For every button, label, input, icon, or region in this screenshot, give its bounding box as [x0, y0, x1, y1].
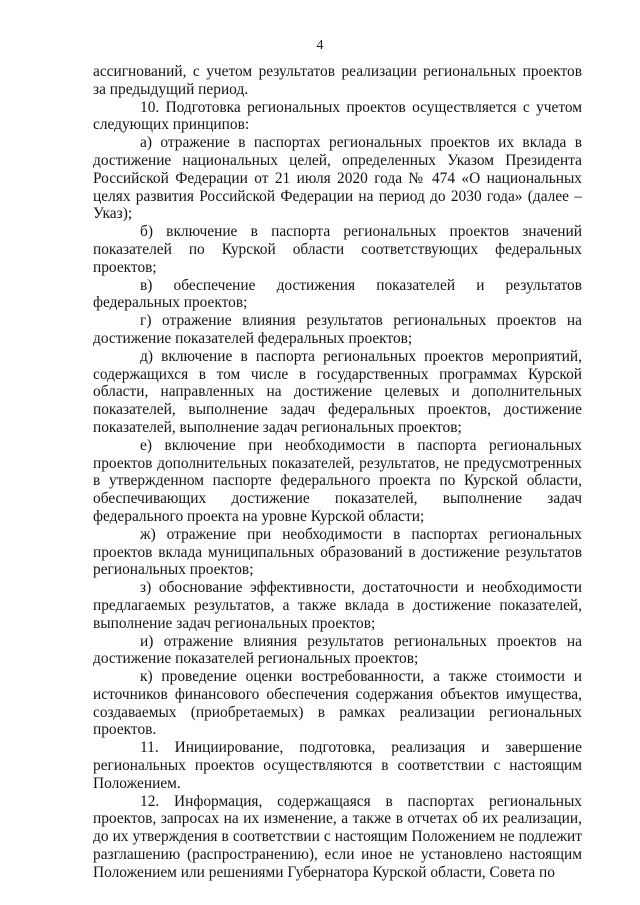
paragraph-continuation: ассигнований, с учетом результатов реализации региональных проектов за предыдущий период. [93, 63, 582, 98]
item-i: и) отражение влияния результатов региональных проектов на достижение показателей региональных проектов; [93, 632, 582, 668]
paragraph-12: 12. Информация, содержащаяся в паспортах региональных проектов, запросах на их изменение, а также в отчетах об их реализации, до их утверждения в соответствии с настоящим Положением не подлежит разглашению (распространению), если иное не установлено настоящим Положением или решениями Губернатора Курской области, Совета по [93, 792, 582, 881]
item-z: з) обоснование эффективности, достаточности и необходимости предлагаемых результатов, а также вклада в достижение показателей, выполнение задач региональных проектов; [93, 579, 582, 632]
item-e: е) включение при необходимости в паспорта региональных проектов дополнительных показателей, результатов, не предусмотренных в утвержденном паспорте федерального проекта по Курской области, обеспечивающих достижение показателей, выполнение задач федерального проекта на уровне Курской области; [93, 436, 582, 525]
item-zh: ж) отражение при необходимости в паспортах региональных проектов вклада муниципальных образований в достижение результатов региональных проектов; [93, 525, 582, 579]
item-a: а) отражение в паспортах региональных проектов их вклада в достижение национальных целей, определенных Указом Президента Российской Федерации от 21 июля 2020 года № 474 «О национальных целях развития Российской Федерации на период до 2030 года» (далее – Указ); [93, 134, 582, 223]
item-g: г) отражение влияния результатов региональных проектов на достижение показателей федеральных проектов; [93, 312, 582, 347]
item-k: к) проведение оценки востребованности, а также стоимости и источников финансового обеспечения содержания объектов имущества, создаваемых (приобретаемых) в рамках реализации региональных проектов. [93, 668, 582, 739]
paragraph-11: 11. Инициирование, подготовка, реализация и завершение региональных проектов осуществляются в соответствии с настоящим Положением. [93, 739, 582, 792]
item-v: в) обеспечение достижения показателей и результатов федеральных проектов; [93, 276, 582, 312]
page-number: 4 [316, 38, 324, 53]
item-d: д) включение в паспорта региональных проектов мероприятий, содержащихся в том числе в государственных программах Курской области, направленных на достижение целевых и дополнительных показателей, выполнение задач федеральных проектов, достижение показателей, выполнение задач региональных проектов; [93, 347, 582, 436]
document-body [93, 63, 582, 882]
paragraph-10: 10. Подготовка региональных проектов осуществляется с учетом следующих принципов: [93, 98, 582, 134]
item-b: б) включение в паспорта региональных проектов значений показателей по Курской области соответствующих федеральных проектов; [93, 223, 582, 276]
